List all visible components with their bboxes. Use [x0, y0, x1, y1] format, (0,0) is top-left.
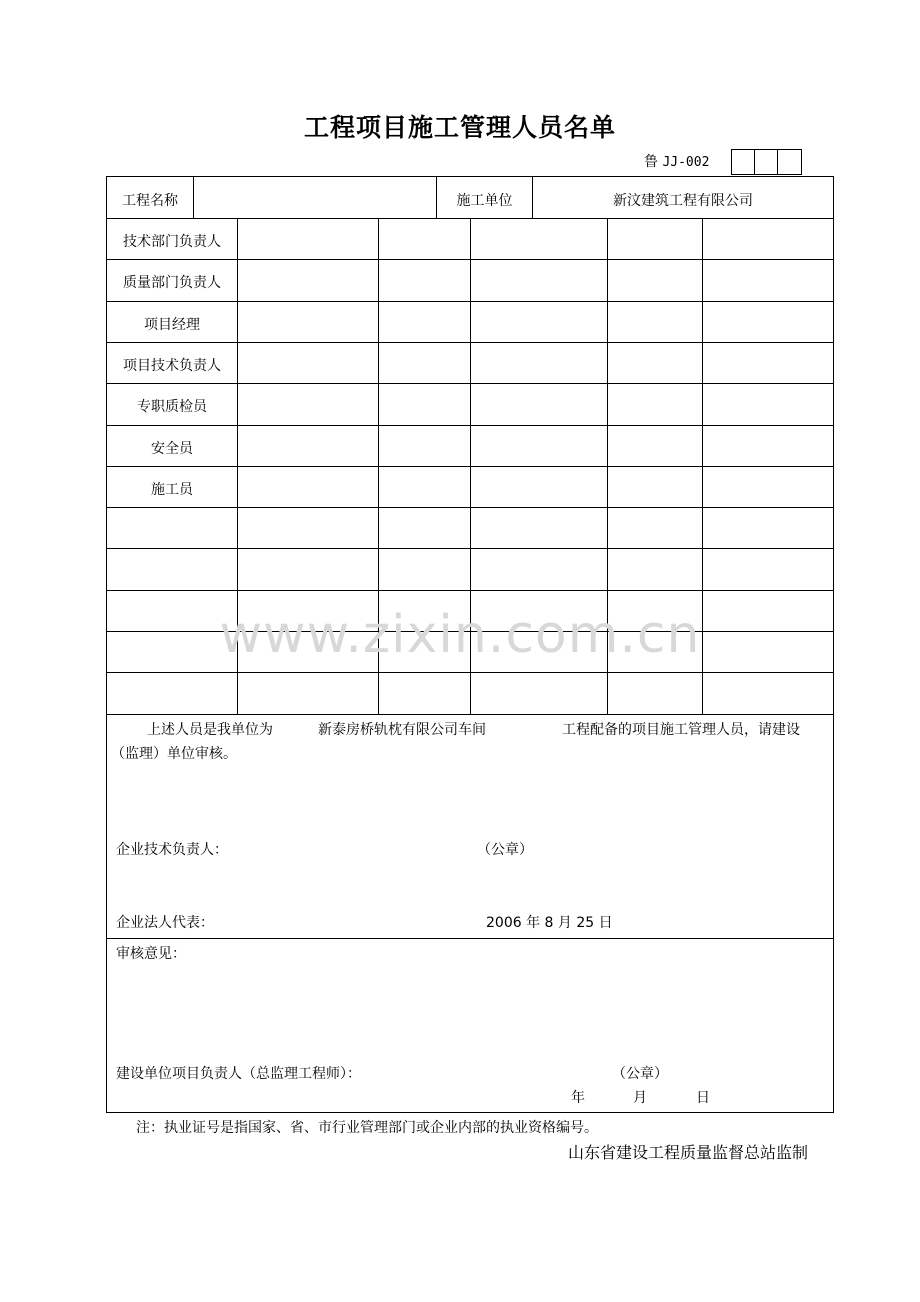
- personnel-cell[interactable]: [703, 508, 833, 548]
- declaration-part1: 上述人员是我单位为: [147, 722, 273, 738]
- issuer-footer: 山东省建设工程质量监督总站监制: [568, 1143, 809, 1162]
- company-seal: （公章）: [477, 842, 533, 858]
- personnel-cell[interactable]: [238, 426, 378, 466]
- personnel-cell[interactable]: [379, 467, 470, 507]
- personnel-cell[interactable]: [238, 508, 378, 548]
- personnel-cell[interactable]: [238, 673, 378, 713]
- declaration-date: 2006 年 8 月 25 日: [486, 915, 613, 931]
- personnel-cell[interactable]: [471, 673, 607, 713]
- personnel-cell[interactable]: [379, 426, 470, 466]
- form-code: [644, 151, 709, 171]
- form-code-boxes: [731, 149, 802, 175]
- personnel-cell[interactable]: [379, 673, 470, 713]
- personnel-cell[interactable]: [608, 508, 702, 548]
- personnel-cell[interactable]: [608, 343, 702, 383]
- personnel-cell[interactable]: [608, 549, 702, 589]
- personnel-cell[interactable]: [238, 467, 378, 507]
- review-signer-label: 建设单位项目负责人（总监理工程师）：: [116, 1066, 361, 1082]
- personnel-cell[interactable]: [608, 426, 702, 466]
- role-label: 技术部门负责人: [123, 234, 221, 250]
- role-label: 施工员: [151, 481, 193, 498]
- personnel-cell[interactable]: [471, 219, 607, 259]
- personnel-cell[interactable]: [471, 260, 607, 300]
- project-name-label: 工程名称: [122, 193, 178, 209]
- personnel-cell[interactable]: [471, 384, 607, 424]
- personnel-cell[interactable]: [238, 343, 378, 383]
- personnel-cell[interactable]: [238, 219, 378, 259]
- personnel-cell[interactable]: [703, 673, 833, 713]
- form-code-prefix: 鲁: [644, 154, 658, 170]
- watermark: www.zixin.com.cn: [219, 605, 701, 665]
- contractor-value[interactable]: 新汶建筑工程有限公司: [613, 193, 753, 209]
- personnel-cell[interactable]: [703, 426, 833, 466]
- code-box[interactable]: [777, 149, 802, 175]
- personnel-cell[interactable]: [703, 384, 833, 424]
- declaration-line2: （监理）单位审核。: [111, 746, 237, 762]
- page-title: 工程项目施工管理人员名单: [303, 113, 616, 142]
- personnel-cell[interactable]: [608, 260, 702, 300]
- personnel-cell[interactable]: [379, 343, 470, 383]
- personnel-cell[interactable]: [703, 549, 833, 589]
- personnel-cell[interactable]: [379, 384, 470, 424]
- declaration-unit[interactable]: 新泰房桥轨枕有限公司车间: [318, 722, 486, 738]
- review-date-month: 月: [633, 1090, 647, 1106]
- role-label: 安全员: [151, 440, 193, 457]
- personnel-cell[interactable]: [379, 219, 470, 259]
- personnel-cell[interactable]: [471, 426, 607, 466]
- personnel-cell[interactable]: [703, 343, 833, 383]
- personnel-cell[interactable]: [238, 302, 378, 342]
- personnel-cell[interactable]: [238, 549, 378, 589]
- personnel-cell[interactable]: [608, 673, 702, 713]
- personnel-cell[interactable]: [608, 384, 702, 424]
- row-divider: [107, 714, 833, 715]
- personnel-cell[interactable]: [703, 219, 833, 259]
- personnel-cell[interactable]: [471, 302, 607, 342]
- personnel-cell[interactable]: [703, 260, 833, 300]
- declaration-part2: 工程配备的项目施工管理人员，请建设: [562, 722, 800, 738]
- review-date-day: 日: [696, 1090, 710, 1106]
- footnote: 注：执业证号是指国家、省、市行业管理部门或企业内部的执业资格编号。: [136, 1120, 598, 1136]
- role-label: 项目技术负责人: [123, 357, 221, 374]
- review-label: 审核意见：: [116, 946, 186, 962]
- personnel-cell[interactable]: [238, 260, 378, 300]
- contractor-label: 施工单位: [456, 193, 513, 209]
- personnel-cell[interactable]: [238, 384, 378, 424]
- role-label: 质量部门负责人: [123, 275, 221, 292]
- review-seal: （公章）: [612, 1066, 668, 1082]
- tech-head-label: 企业技术负责人：: [116, 842, 228, 858]
- legal-rep-label: 企业法人代表：: [116, 915, 214, 931]
- personnel-cell[interactable]: [608, 467, 702, 507]
- code-box[interactable]: [754, 149, 777, 175]
- role-label: 项目经理: [144, 316, 200, 333]
- personnel-cell[interactable]: [379, 260, 470, 300]
- personnel-cell[interactable]: [379, 302, 470, 342]
- code-box[interactable]: [731, 149, 754, 175]
- personnel-cell[interactable]: [608, 302, 702, 342]
- role-label: 专职质检员: [137, 399, 207, 416]
- personnel-cell[interactable]: [471, 343, 607, 383]
- personnel-cell[interactable]: [471, 549, 607, 589]
- personnel-cell[interactable]: [703, 302, 833, 342]
- personnel-cell[interactable]: [703, 467, 833, 507]
- personnel-cell[interactable]: [608, 219, 702, 259]
- personnel-cell[interactable]: [471, 467, 607, 507]
- form-code-number: JJ-002: [662, 155, 710, 170]
- personnel-cell[interactable]: [471, 508, 607, 548]
- review-date-year: 年: [571, 1090, 585, 1106]
- personnel-cell[interactable]: [379, 508, 470, 548]
- personnel-cell[interactable]: [379, 549, 470, 589]
